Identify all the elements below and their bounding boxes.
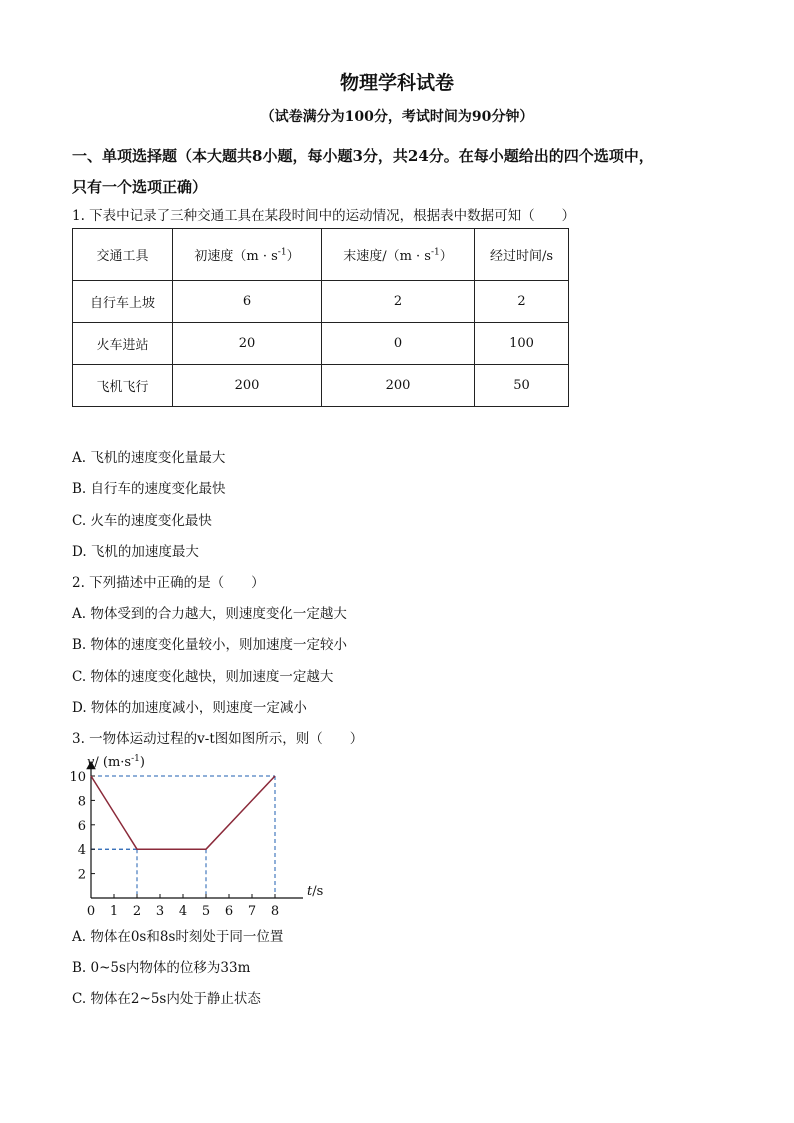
- q1-option-b: B. 自行车的速度变化最快: [72, 481, 226, 497]
- table-cell: 火车进站: [73, 323, 173, 365]
- x-tick-label: 6: [224, 904, 234, 919]
- table-cell: 200: [322, 365, 475, 407]
- section-line-1: 一、单项选择题（本大题共8小题，每小题3分，共24分。在每小题给出的四个选项中，: [72, 147, 654, 165]
- table-row: [73, 323, 569, 365]
- x-tick-label: 0: [86, 904, 96, 919]
- y-tick-label: 10: [69, 770, 86, 785]
- table-cell: 2: [475, 281, 569, 323]
- table-header-cell: 交通工具: [73, 229, 173, 281]
- q3-option-a: A. 物体在0s和8s时刻处于同一位置: [72, 929, 284, 945]
- x-tick-label: 1: [109, 904, 119, 919]
- x-tick-label: 2: [132, 904, 142, 919]
- table-cell: 100: [475, 323, 569, 365]
- x-tick-label: 7: [247, 904, 257, 919]
- y-tick-label: 6: [77, 818, 86, 834]
- table-cell: 飞机飞行: [73, 365, 173, 407]
- vt-chart: [66, 752, 356, 920]
- question-1-stem: 1. 下表中记录了三种交通工具在某段时间中的运动情况，根据表中数据可知（ ）: [72, 208, 576, 224]
- table-row: [73, 281, 569, 323]
- table-cell: 200: [173, 365, 322, 407]
- x-tick-label: 4: [178, 904, 188, 919]
- q3-option-b: B. 0~5s内物体的位移为33m: [72, 960, 251, 976]
- y-tick-label: 8: [77, 794, 86, 810]
- page-subtitle: （试卷满分为100分，考试时间为90分钟）: [260, 109, 534, 125]
- q1-option-c: C. 火车的速度变化最快: [72, 513, 212, 529]
- x-tick-label: 8: [270, 904, 280, 919]
- section-line-2: 只有一个选项正确）: [72, 178, 208, 196]
- table-cell: 自行车上坡: [73, 281, 173, 323]
- question-3-stem: 3. 一物体运动过程的v-t图如图所示，则（ ）: [72, 731, 364, 747]
- x-axis-label: t/s: [307, 884, 324, 899]
- q2-option-b: B. 物体的速度变化量较小，则加速度一定较小: [72, 637, 348, 653]
- table-header-row: [73, 229, 569, 281]
- q3-option-c: C. 物体在2~5s内处于静止状态: [72, 991, 261, 1007]
- y-tick-label: 4: [77, 843, 86, 859]
- x-tick-label: 5: [201, 904, 211, 919]
- x-tick-label: 3: [155, 904, 165, 919]
- q2-option-c: C. 物体的速度变化越快，则加速度一定越大: [72, 669, 334, 685]
- table-header-cell: 经过时间/s: [475, 229, 569, 281]
- section-heading: [72, 141, 722, 203]
- table-cell: 50: [475, 365, 569, 407]
- question-2-stem: 2. 下列描述中正确的是（ ）: [72, 575, 265, 591]
- q1-data-table: [72, 228, 569, 407]
- y-tick-label: 2: [77, 867, 86, 883]
- q2-option-a: A. 物体受到的合力越大，则速度变化一定越大: [72, 606, 347, 622]
- q2-option-d: D. 物体的加速度减小，则速度一定减小: [72, 700, 307, 716]
- page-title: 物理学科试卷: [339, 72, 454, 94]
- q1-option-d: D. 飞机的加速度最大: [72, 544, 199, 560]
- table-cell: 0: [322, 323, 475, 365]
- table-cell: 2: [322, 281, 475, 323]
- table-row: [73, 365, 569, 407]
- table-cell: 20: [173, 323, 322, 365]
- chart-axes: [91, 762, 303, 898]
- y-axis-label: v/ $(m\cdot s^{-1})$: [87, 754, 145, 770]
- table-cell: 6: [173, 281, 322, 323]
- table-header-cell: 初速度$(m \cdot s^{-1})$: [173, 229, 322, 281]
- velocity-line: [91, 776, 275, 849]
- q1-option-a: A. 飞机的速度变化量最大: [72, 450, 226, 466]
- table-header-cell: 末速度$/(m \cdot s^{-1})$: [322, 229, 475, 281]
